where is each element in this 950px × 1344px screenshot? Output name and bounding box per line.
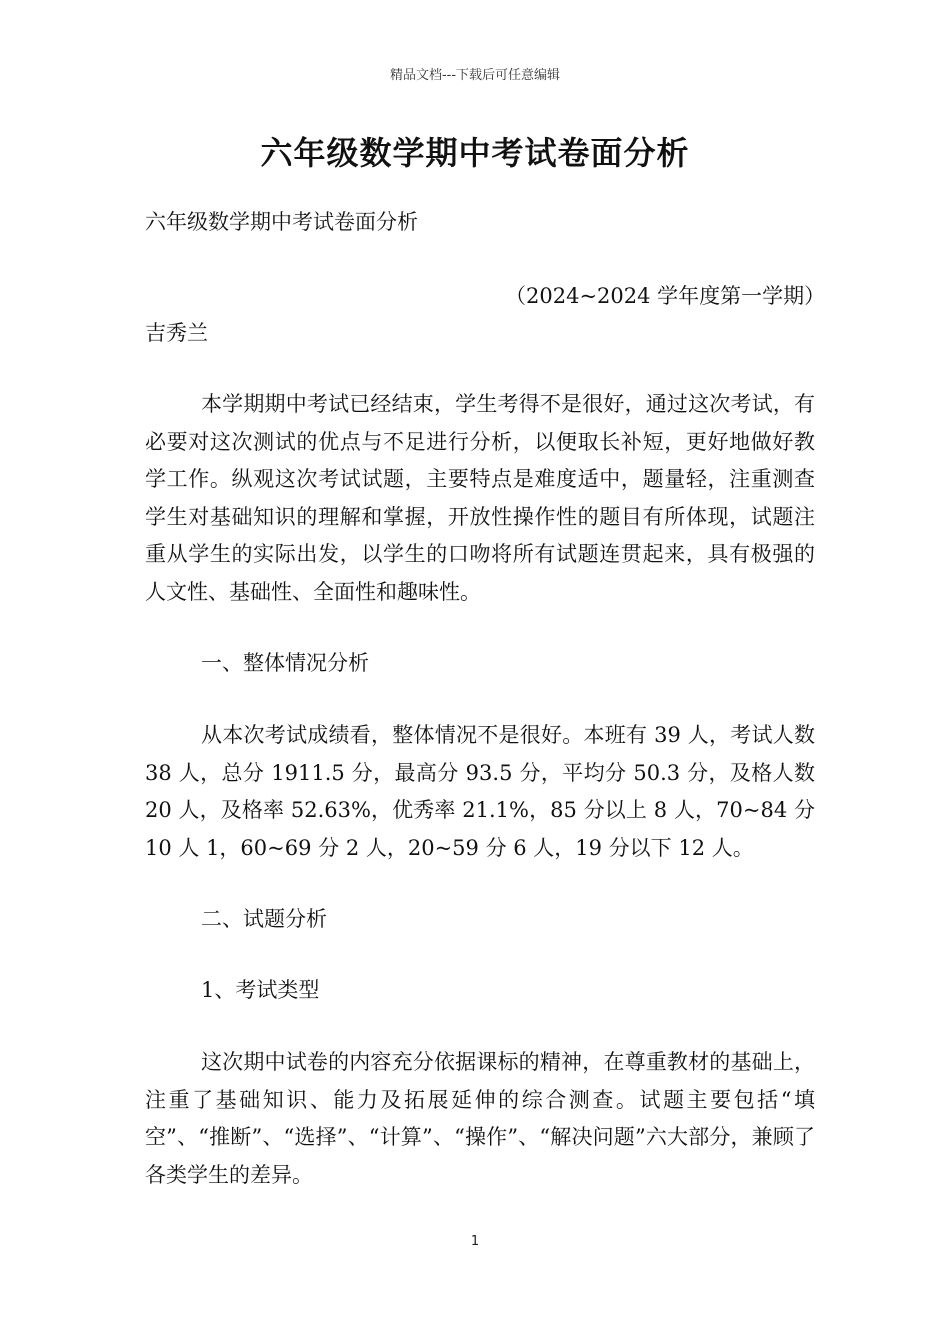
section-heading-questions: 二、试题分析 — [201, 907, 327, 931]
author-name: 吉秀兰 — [145, 321, 208, 345]
subsection-heading-exam-type: 1、考试类型 — [201, 978, 320, 1002]
exam-type-paragraph: 这次期中试卷的内容充分依据课标的精神，在尊重教材的基础上，注重了基础知识、能力及拓展延伸的综合测查。试题主要包括“填空”、“推断”、“选择”、“计算”、“操作”、“解决问题”六大部分，兼顾了各类学生的差异。 — [145, 1050, 815, 1187]
document-title: 六年级数学期中考试卷面分析 — [260, 134, 690, 172]
page-number: 1 — [470, 1234, 480, 1249]
document-subtitle: 六年级数学期中考试卷面分析 — [145, 210, 418, 234]
term-label: （2024~2024 学年度第一学期） — [505, 284, 826, 308]
overall-paragraph: 从本次考试成绩看，整体情况不是很好。本班有 39 人，考试人数 38 人，总分 1911.5 分，最高分 93.5 分，平均分 50.3 分，及格人数 20 人，及格率 52.63%，优秀率 21.1%，85 分以上 8 人，70~84 分 10 人 1，60~69 分 2 人，20~59 分 6 人，19 分以下 12 人。 — [145, 723, 815, 860]
intro-paragraph: 本学期期中考试已经结束，学生考得不是很好，通过这次考试，有必要对这次测试的优点与不足进行分析，以便取长补短，更好地做好教学工作。纵观这次考试试题，主要特点是难度适中，题量轻，注重测查学生对基础知识的理解和掌握，开放性操作性的题目有所体现，试题注重从学生的实际出发，以学生的口吻将所有试题连贯起来，具有极强的人文性、基础性、全面性和趣味性。 — [145, 392, 815, 604]
header-note: 精品文档---下载后可任意编辑 — [389, 68, 561, 83]
section-heading-overall: 一、整体情况分析 — [201, 651, 369, 675]
